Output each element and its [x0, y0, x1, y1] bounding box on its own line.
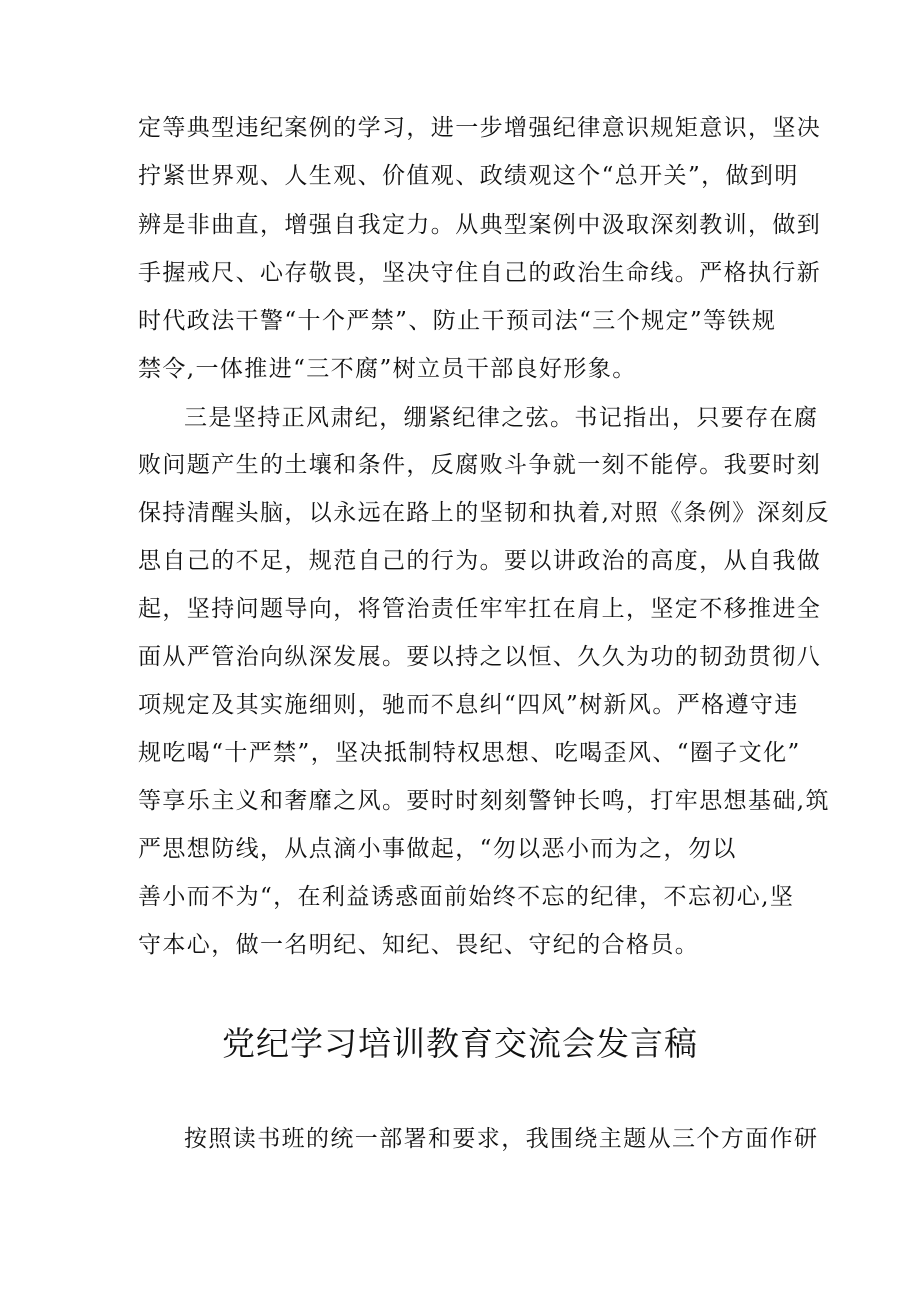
paragraph-1-line: 时代政法干警“十个严禁”、防止干预司法“三个规定”等铁规 [138, 308, 777, 334]
paragraph-3-line: 按照读书班的统一部署和要求，我围绕主题从三个方面作研 [184, 1126, 819, 1152]
paragraph-2-line: 三是坚持正风肃纪，绷紧纪律之弦。书记指出，只要存在腐 [184, 405, 819, 431]
paragraph-2-line: 起，坚持问题导向，将管治责任牢牢扛在肩上，坚定不移推进全 [138, 596, 822, 622]
paragraph-1-line: 辨是非曲直，增强自我定力。从典型案例中汲取深刻教训，做到 [138, 212, 822, 238]
paragraph-2-line: 等享乐主义和奢靡之风。要时时刻刻警钟长鸣，打牢思想基础,筑 [138, 788, 830, 814]
section-title: 党纪学习培训教育交流会发言稿 [222, 1024, 698, 1063]
paragraph-2-line: 保持清醒头脑，以永远在路上的坚韧和执着,对照《条例》深刻反 [138, 500, 830, 526]
paragraph-2-line: 思自己的不足，规范自己的行为。要以讲政治的高度，从自我做 [138, 548, 822, 574]
paragraph-2-line: 严思想防线，从点滴小事做起，“勿以恶小而为之，勿以 [138, 836, 737, 862]
paragraph-2-line: 败问题产生的土壤和条件，反腐败斗争就一刻不能停。我要时刻 [138, 452, 822, 478]
paragraph-2-line: 规吃喝“十严禁”，坚决抵制特权思想、吃喝歪风、“圈子文化” [138, 740, 801, 766]
paragraph-1-line: 禁令,一体推进“三不腐”树立员干部良好形象。 [138, 356, 637, 382]
paragraph-1-line: 定等典型违纪案例的学习，进一步增强纪律意识规矩意识，坚决 [138, 115, 822, 141]
paragraph-2-line: 守本心，做一名明纪、知纪、畏纪、守纪的合格员。 [138, 932, 700, 958]
paragraph-2-line: 项规定及其实施细则，驰而不息纠“四风”树新风。严格遵守违 [138, 692, 799, 718]
paragraph-1-line: 手握戒尺、心存敬畏，坚决守住自己的政治生命线。严格执行新 [138, 260, 822, 286]
paragraph-2-line: 善小而不为“，在利益诱惑面前始终不忘的纪律，不忘初心,坚 [138, 884, 795, 910]
paragraph-2-line: 面从严管治向纵深发展。要以持之以恒、久久为功的韧劲贯彻八 [138, 644, 822, 670]
paragraph-1-line: 拧紧世界观、人生观、价值观、政绩观这个“总开关”，做到明 [138, 163, 799, 189]
